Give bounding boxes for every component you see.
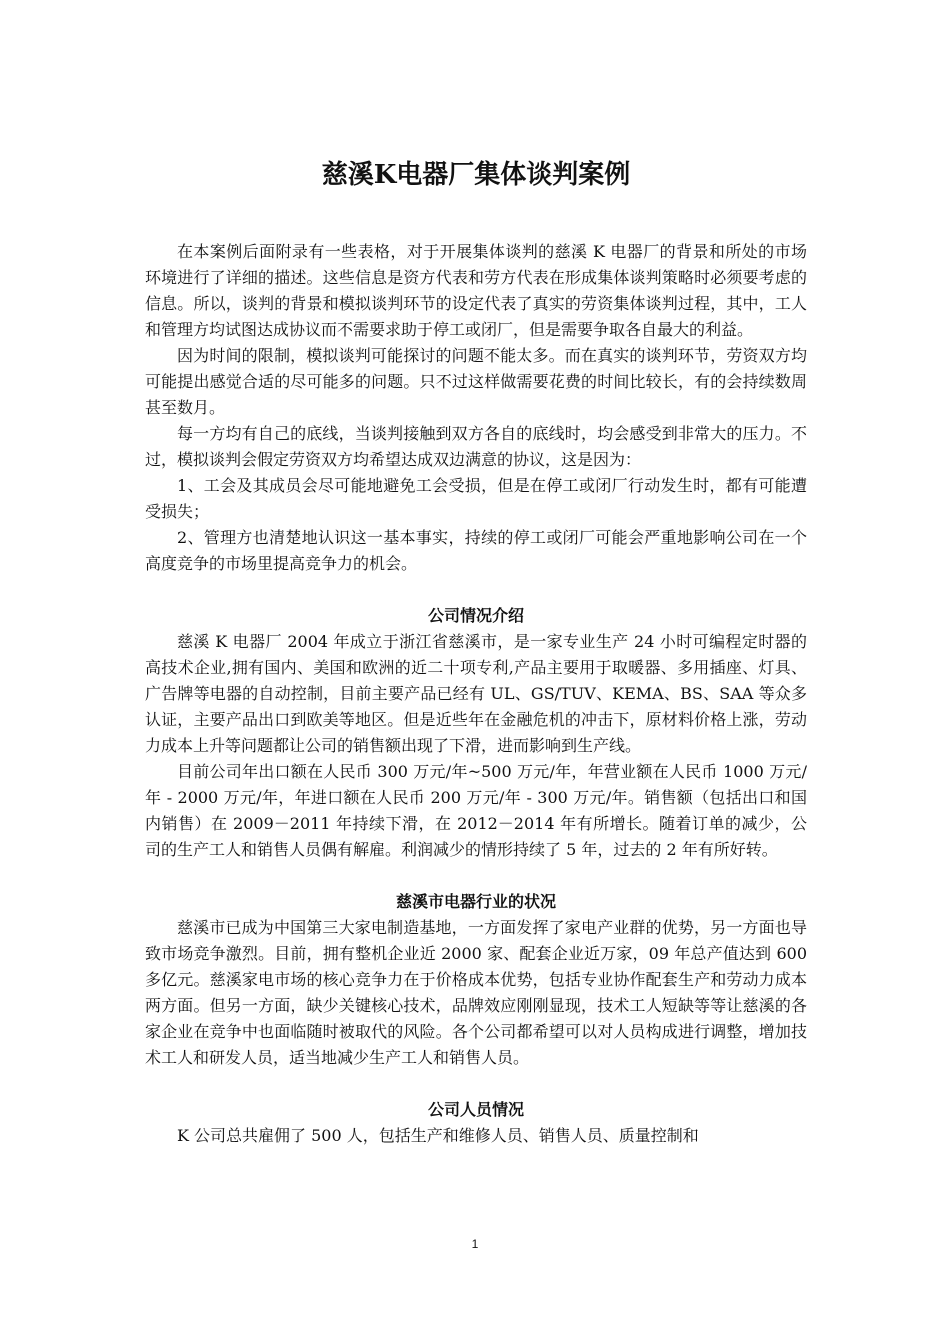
section-paragraph: 慈溪 K 电器厂 2004 年成立于浙江省慈溪市，是一家专业生产 24 小时可编程定时器的高技术企业,拥有国内、美国和欧洲的近二十项专利,产品主要用于取暖器、多用插座、灯具、广告牌等电器的自动控制，目前主要产品已经有 UL、GS/TUV、KEMA、BS、SAA 等众多认证，主要产品出口到欧美等地区。但是近些年在金融危机的冲击下，原材料价格上涨，劳动力成本上升等问题都让公司的销售额出现了下滑，进而影响到生产线。 — [145, 632, 807, 755]
company-overview-section — [145, 603, 807, 863]
section-paragraph: 目前公司年出口额在人民币 300 万元/年~500 万元/年，年营业额在人民币 1000 万元/年 - 2000 万元/年，年进口额在人民币 200 万元/年 - 300 万元/年。销售额（包括出口和国内销售）在 2009－2011 年持续下滑，在 2012－2014 年有所增长。随着订单的减少，公司的生产工人和销售人员偶有解雇。利润减少的情形持续了 5 年，过去的 2 年有所好转。 — [145, 762, 807, 859]
staffing-section — [145, 1097, 807, 1149]
page-number: 1 — [471, 1237, 479, 1251]
industry-status-section — [145, 889, 807, 1071]
document-body — [145, 157, 807, 1149]
intro-paragraph: 每一方均有自己的底线，当谈判接触到双方各自的底线时，均会感受到非常大的压力。不过，模拟谈判会假定劳资双方均希望达成双边满意的协议，这是因为： — [145, 424, 807, 469]
section-paragraph: K 公司总共雇佣了 500 人，包括生产和维修人员、销售人员、质量控制和 — [177, 1126, 699, 1145]
section-heading: 慈溪市电器行业的状况 — [395, 892, 556, 911]
intro-list-item: 2、管理方也清楚地认识这一基本事实，持续的停工或闭厂可能会严重地影响公司在一个高度竞争的市场里提高竞争力的机会。 — [145, 528, 807, 573]
intro-paragraph: 因为时间的限制，模拟谈判可能探讨的问题不能太多。而在真实的谈判环节，劳资双方均可能提出感觉合适的尽可能多的问题。只不过这样做需要花费的时间比较长，有的会持续数周甚至数月。 — [145, 346, 807, 417]
section-paragraph: 慈溪市已成为中国第三大家电制造基地，一方面发挥了家电产业群的优势，另一方面也导致市场竞争激烈。目前，拥有整机企业近 2000 家、配套企业近万家，09 年总产值达到 600 多亿元。慈溪家电市场的核心竞争力在于价格成本优势，包括专业协作配套生产和劳动力成本两方面。但另一方面，缺少关键核心技术，品牌效应刚刚显现，技术工人短缺等等让慈溪的各家企业在竞争中也面临随时被取代的风险。各个公司都希望可以对人员构成进行调整，增加技术工人和研发人员，适当地减少生产工人和销售人员。 — [145, 918, 807, 1067]
intro-list-item: 1、工会及其成员会尽可能地避免工会受损，但是在停工或闭厂行动发生时，都有可能遭受损失； — [145, 476, 807, 521]
section-heading: 公司情况介绍 — [427, 606, 524, 625]
section-heading: 公司人员情况 — [427, 1100, 524, 1119]
document-title: 慈溪K电器厂集体谈判案例 — [321, 160, 631, 190]
intro-section — [145, 239, 807, 577]
intro-paragraph: 在本案例后面附录有一些表格，对于开展集体谈判的慈溪 K 电器厂的背景和所处的市场环境进行了详细的描述。这些信息是资方代表和劳方代表在形成集体谈判策略时必须要考虑的信息。所以，谈判的背景和模拟谈判环节的设定代表了真实的劳资集体谈判过程，其中，工人和管理方均试图达成协议而不需要求助于停工或闭厂，但是需要争取各自最大的利益。 — [145, 242, 807, 339]
